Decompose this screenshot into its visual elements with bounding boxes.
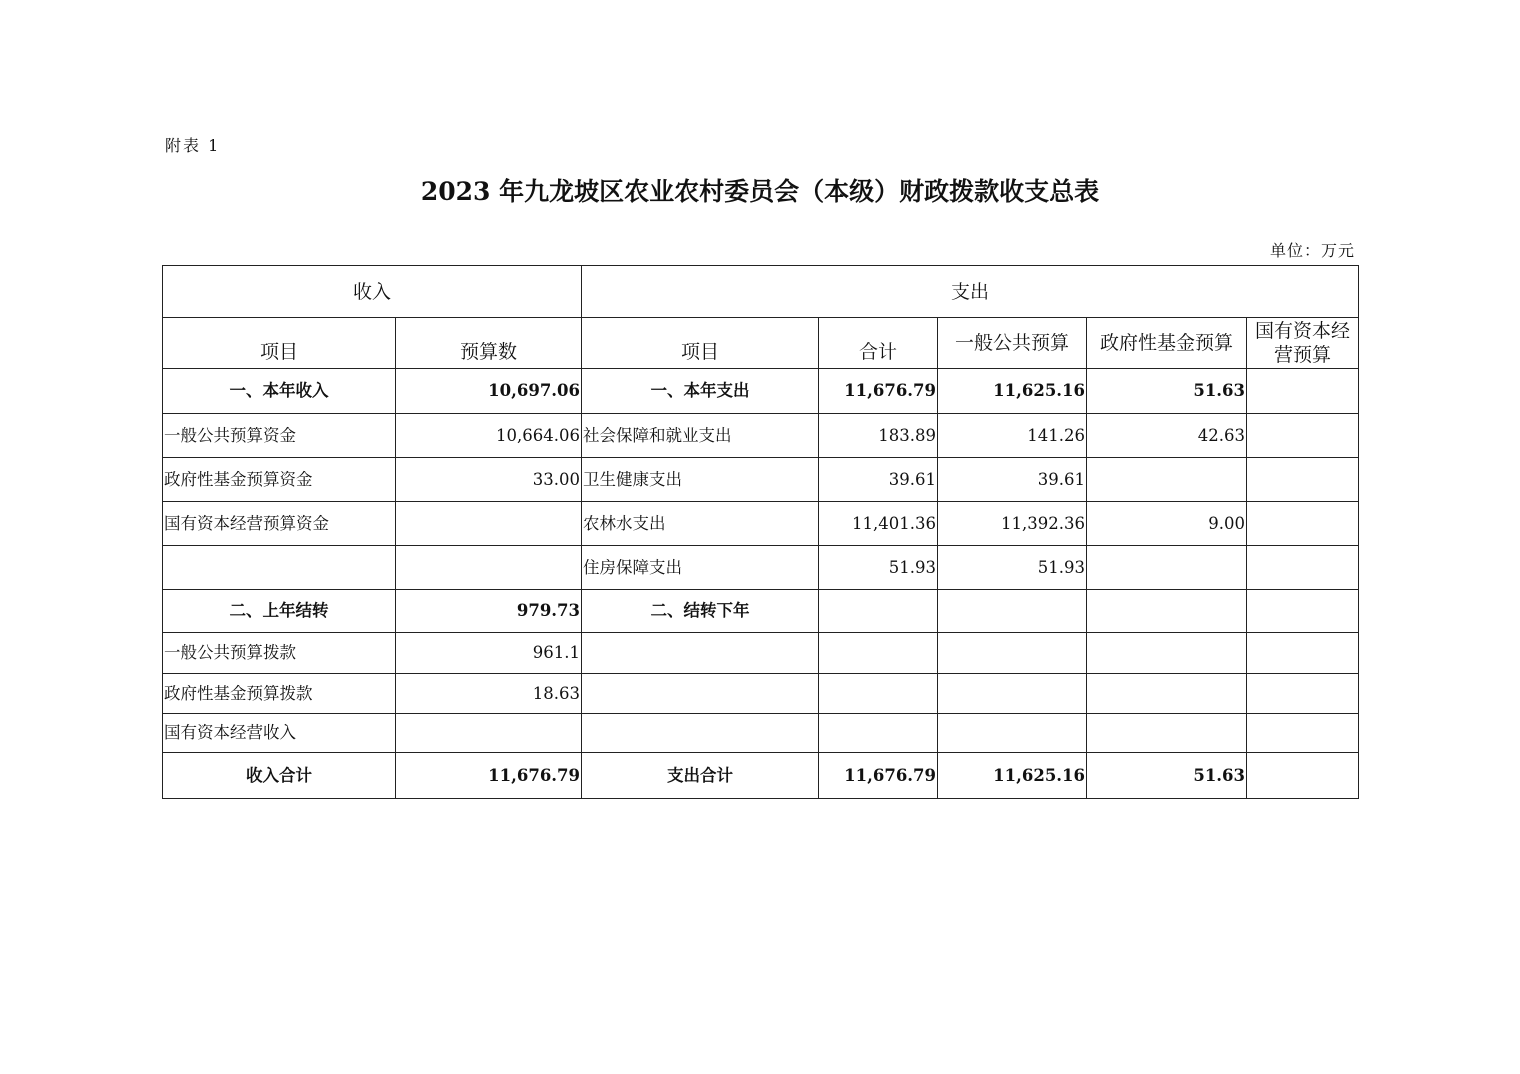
expense-total-cell: 39.61 bbox=[819, 458, 938, 502]
col-header-income-item: 项目 bbox=[163, 318, 396, 369]
income-budget-cell: 979.73 bbox=[396, 590, 582, 633]
fund-budget-cell: 51.63 bbox=[1087, 369, 1247, 414]
income-item-cell: 二、上年结转 bbox=[163, 590, 396, 633]
income-item-cell: 收入合计 bbox=[163, 753, 396, 799]
expense-total-cell: 11,676.79 bbox=[819, 753, 938, 799]
expense-item-cell: 农林水支出 bbox=[582, 502, 819, 546]
col-header-budget: 预算数 bbox=[396, 318, 582, 369]
income-item-cell: 一、本年收入 bbox=[163, 369, 396, 414]
state-capital-budget-cell bbox=[1247, 458, 1359, 502]
fund-budget-cell: 51.63 bbox=[1087, 753, 1247, 799]
income-budget-cell: 33.00 bbox=[396, 458, 582, 502]
expense-total-cell: 183.89 bbox=[819, 414, 938, 458]
general-budget-cell: 39.61 bbox=[938, 458, 1087, 502]
state-capital-budget-cell bbox=[1247, 674, 1359, 714]
expense-item-cell: 卫生健康支出 bbox=[582, 458, 819, 502]
income-budget-cell bbox=[396, 546, 582, 590]
income-item-cell: 国有资本经营收入 bbox=[163, 714, 396, 753]
table-row bbox=[163, 674, 1359, 714]
table-row bbox=[163, 414, 1359, 458]
state-capital-budget-cell bbox=[1247, 369, 1359, 414]
expense-header: 支出 bbox=[582, 266, 1359, 318]
table-row bbox=[163, 546, 1359, 590]
income-item-cell: 国有资本经营预算资金 bbox=[163, 502, 396, 546]
general-budget-cell: 11,625.16 bbox=[938, 369, 1087, 414]
fund-budget-cell: 9.00 bbox=[1087, 502, 1247, 546]
state-capital-budget-cell bbox=[1247, 414, 1359, 458]
income-item-cell: 一般公共预算拨款 bbox=[163, 633, 396, 674]
expense-item-cell bbox=[582, 633, 819, 674]
table-row bbox=[163, 502, 1359, 546]
income-item-cell bbox=[163, 546, 396, 590]
col-header-fund-budget: 政府性基金预算 bbox=[1087, 318, 1247, 369]
expense-total-cell bbox=[819, 590, 938, 633]
income-item-cell: 一般公共预算资金 bbox=[163, 414, 396, 458]
expense-total-cell bbox=[819, 633, 938, 674]
fund-budget-cell bbox=[1087, 674, 1247, 714]
expense-item-cell: 支出合计 bbox=[582, 753, 819, 799]
fund-budget-cell bbox=[1087, 458, 1247, 502]
unit-label: 单位：万元 bbox=[1269, 241, 1355, 260]
table-group-header-row bbox=[163, 266, 1359, 318]
table-row bbox=[163, 458, 1359, 502]
income-item-cell: 政府性基金预算拨款 bbox=[163, 674, 396, 714]
col-header-state-capital-budget: 国有资本经营预算 bbox=[1247, 318, 1359, 369]
income-budget-cell: 18.63 bbox=[396, 674, 582, 714]
income-budget-cell bbox=[396, 502, 582, 546]
general-budget-cell: 11,625.16 bbox=[938, 753, 1087, 799]
general-budget-cell: 51.93 bbox=[938, 546, 1087, 590]
expense-total-cell: 51.93 bbox=[819, 546, 938, 590]
table-row bbox=[163, 590, 1359, 633]
table-row bbox=[163, 714, 1359, 753]
income-budget-cell bbox=[396, 714, 582, 753]
expense-item-cell: 住房保障支出 bbox=[582, 546, 819, 590]
expense-item-cell bbox=[582, 714, 819, 753]
attachment-label: 附表 1 bbox=[165, 136, 221, 155]
general-budget-cell: 141.26 bbox=[938, 414, 1087, 458]
col-header-total: 合计 bbox=[819, 318, 938, 369]
state-capital-budget-cell bbox=[1247, 502, 1359, 546]
general-budget-cell: 11,392.36 bbox=[938, 502, 1087, 546]
expense-total-cell: 11,401.36 bbox=[819, 502, 938, 546]
fund-budget-cell bbox=[1087, 590, 1247, 633]
table-row bbox=[163, 753, 1359, 799]
income-budget-cell: 10,697.06 bbox=[396, 369, 582, 414]
expense-item-cell: 一、本年支出 bbox=[582, 369, 819, 414]
fund-budget-cell bbox=[1087, 546, 1247, 590]
state-capital-budget-cell bbox=[1247, 590, 1359, 633]
fund-budget-cell bbox=[1087, 714, 1247, 753]
general-budget-cell bbox=[938, 633, 1087, 674]
expense-total-cell bbox=[819, 714, 938, 753]
state-capital-budget-cell bbox=[1247, 546, 1359, 590]
income-budget-cell: 11,676.79 bbox=[396, 753, 582, 799]
col-header-general-budget: 一般公共预算 bbox=[938, 318, 1087, 369]
table-row bbox=[163, 369, 1359, 414]
page-title: 2023 年九龙坡区农业农村委员会（本级）财政拨款收支总表 bbox=[420, 177, 1100, 206]
expense-item-cell bbox=[582, 674, 819, 714]
fund-budget-cell: 42.63 bbox=[1087, 414, 1247, 458]
expense-total-cell: 11,676.79 bbox=[819, 369, 938, 414]
income-budget-cell: 10,664.06 bbox=[396, 414, 582, 458]
expense-item-cell: 社会保障和就业支出 bbox=[582, 414, 819, 458]
col-header-expense-item: 项目 bbox=[582, 318, 819, 369]
table-column-header-row bbox=[163, 318, 1359, 369]
income-item-cell: 政府性基金预算资金 bbox=[163, 458, 396, 502]
income-header: 收入 bbox=[163, 266, 582, 318]
state-capital-budget-cell bbox=[1247, 753, 1359, 799]
expense-item-cell: 二、结转下年 bbox=[582, 590, 819, 633]
expense-total-cell bbox=[819, 674, 938, 714]
general-budget-cell bbox=[938, 714, 1087, 753]
fund-budget-cell bbox=[1087, 633, 1247, 674]
state-capital-budget-cell bbox=[1247, 714, 1359, 753]
budget-table bbox=[162, 265, 1359, 799]
general-budget-cell bbox=[938, 674, 1087, 714]
income-budget-cell: 961.1 bbox=[396, 633, 582, 674]
state-capital-budget-cell bbox=[1247, 633, 1359, 674]
table-row bbox=[163, 633, 1359, 674]
general-budget-cell bbox=[938, 590, 1087, 633]
